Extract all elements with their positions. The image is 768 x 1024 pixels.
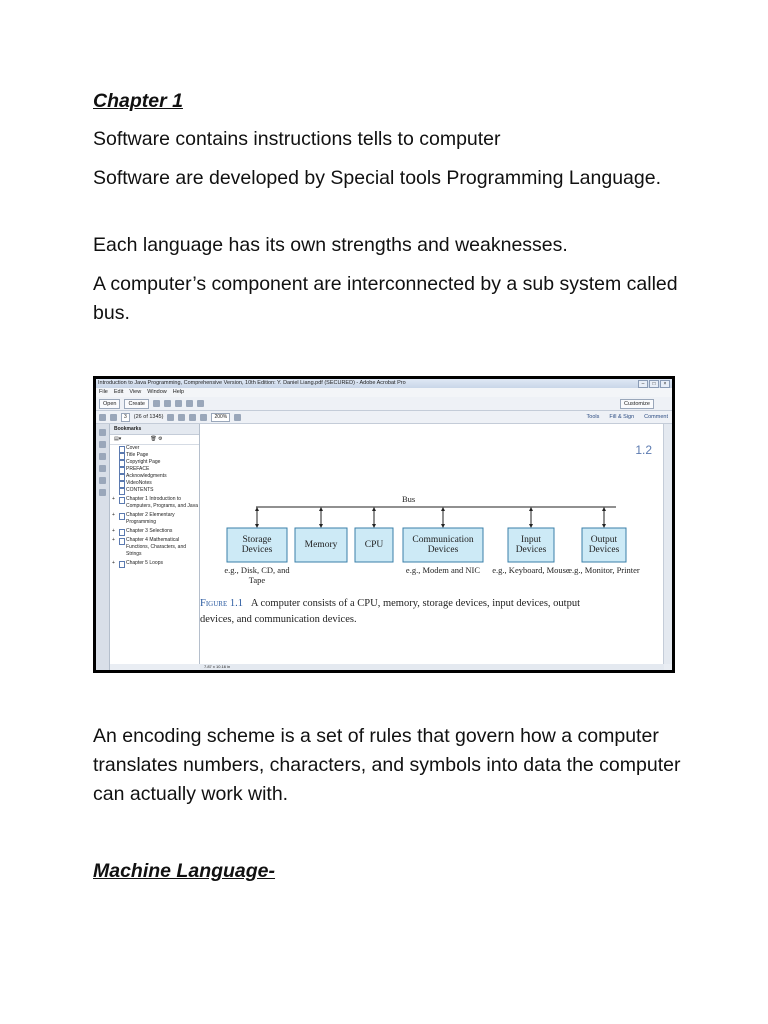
navigation-rail [96, 424, 110, 670]
menu-bar [96, 388, 672, 397]
bookmark-list [110, 445, 199, 567]
bookmarks-icon [99, 453, 106, 460]
paragraph-encoding-scheme: An encoding scheme is a set of rules that govern how a computer translates numbers, characters, and symbols into data the computer can actually work with. [93, 725, 681, 805]
document-page [200, 424, 664, 664]
bookmark-item: Chapter 1 Introduction to Computers, Programs, and Java + [110, 496, 199, 510]
device-example: e.g., Monitor, Printer [568, 565, 640, 575]
pages-icon [99, 441, 106, 448]
device-name: Storage Devices [241, 535, 273, 555]
customize-button: Customize [620, 399, 654, 409]
device-name: CPU [364, 540, 384, 550]
open-button: Open [99, 399, 120, 409]
hand-tool-icon [178, 414, 185, 421]
zoom-in-icon [200, 414, 207, 421]
bus-diagram [200, 424, 670, 624]
bookmark-item: Copyright Page [110, 459, 199, 466]
email-icon [186, 400, 193, 407]
device-name: Output Devices [588, 535, 620, 555]
paragraph-software-instructions: Software contains instructions tells to computer [93, 128, 501, 150]
zoom-field: 200% [211, 413, 230, 422]
menu-window: Window [147, 389, 167, 395]
prev-page-icon [99, 414, 106, 421]
window-titlebar [96, 379, 672, 388]
page-field: 3 [121, 413, 130, 422]
zoom-out-icon [189, 414, 196, 421]
create-button: Create [124, 399, 149, 409]
bookmark-item: Cover [110, 445, 199, 452]
upload-icon [164, 400, 171, 407]
bookmark-item: Title Page [110, 452, 199, 459]
bookmark-item: PREFACE [110, 466, 199, 473]
minimize-icon: – [638, 380, 648, 388]
signature-icon [99, 489, 106, 496]
paragraph-language-strengths: Each language has its own strengths and weaknesses. [93, 234, 568, 256]
figure-caption-label: Figure 1.1 [200, 598, 243, 609]
bookmark-item: CONTENTS [110, 487, 199, 494]
vertical-scrollbar [663, 424, 672, 664]
attachment-icon [99, 465, 106, 472]
page-of-label: (26 of 1345) [133, 414, 164, 420]
save-icon [153, 400, 160, 407]
layers-icon [99, 477, 106, 484]
chapter-heading: Chapter 1 [93, 90, 183, 112]
device-example: e.g., Modem and NIC [405, 565, 481, 575]
maximize-icon: □ [649, 380, 659, 388]
panel-tools: ▤▾ 🗑 ⚙ [110, 435, 199, 445]
paragraph-bus: A computer’s component are interconnected by a sub system called bus. [93, 273, 678, 324]
bookmark-item: Chapter 4 Mathematical Functions, Characters, and Strings + [110, 537, 199, 558]
menu-view: View [129, 389, 142, 395]
panel-title: Bookmarks [110, 424, 199, 435]
machine-language-heading: Machine Language- [93, 860, 276, 882]
bookmarks-panel [110, 424, 200, 664]
comment-link: Comment [644, 414, 668, 420]
tools-link: Tools [586, 414, 600, 420]
window-title: Introduction to Java Programming, Comprehensive Version, 10th Edition: Y. Daniel Liang.pdf (SECURED) - Adobe Acrobat Pro [98, 380, 406, 386]
device-example: e.g., Disk, CD, and Tape [224, 565, 290, 585]
select-tool-icon [167, 414, 174, 421]
device-example: e.g., Keyboard, Mouse [492, 565, 570, 575]
embedded-acrobat-screenshot [93, 376, 675, 673]
fill-sign-link: Fill & Sign [609, 414, 635, 420]
menu-file: File [99, 389, 108, 395]
lock-icon [99, 429, 106, 436]
figure-caption [200, 596, 672, 628]
figure-caption-line2: devices, and communication devices. [200, 614, 357, 625]
device-name: Memory [304, 540, 338, 550]
bookmark-item: Acknowledgments [110, 473, 199, 480]
fit-page-icon [234, 414, 241, 421]
settings-icon [197, 400, 204, 407]
bus-label: Bus [402, 494, 416, 504]
main-toolbar [96, 397, 672, 411]
device-name: Communication Devices [412, 535, 474, 555]
figure-caption-line1: A computer consists of a CPU, memory, storage devices, input devices, output [250, 598, 580, 609]
page-number: 1.2 [635, 443, 652, 457]
menu-help: Help [172, 389, 185, 395]
bookmark-item: Chapter 5 Loops + [110, 560, 199, 567]
bookmark-item: Chapter 3 Selections + [110, 528, 199, 535]
paragraph-software-developed: Software are developed by Special tools Programming Language. [93, 167, 662, 189]
navigation-toolbar [96, 411, 672, 424]
next-page-icon [110, 414, 117, 421]
menu-edit: Edit [113, 389, 124, 395]
page-size-status: 7.87 x 10.16 in [200, 664, 664, 670]
bookmark-item: Chapter 2 Elementary Programming + [110, 512, 199, 526]
close-icon: × [660, 380, 670, 388]
print-icon [175, 400, 182, 407]
bookmark-item: VideoNotes [110, 480, 199, 487]
device-name: Input Devices [515, 535, 547, 555]
